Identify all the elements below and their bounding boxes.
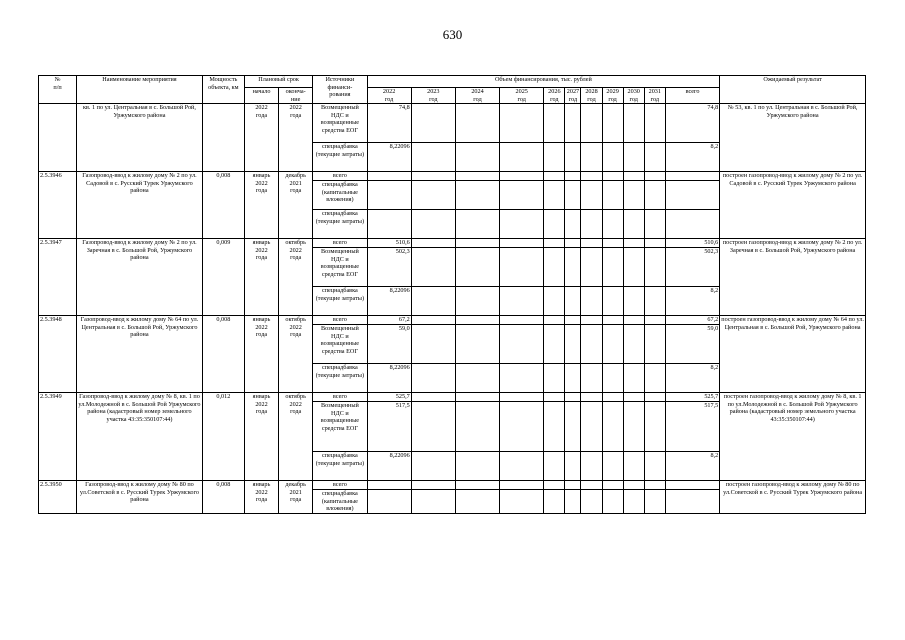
amount-total: 59,0	[665, 325, 719, 364]
amount-cell	[500, 210, 544, 239]
amount-cell	[544, 490, 565, 514]
amount-cell	[565, 143, 581, 172]
amount-cell	[644, 248, 665, 287]
amount-cell	[565, 248, 581, 287]
table-row	[39, 239, 866, 248]
item-name: Газопровод-ввод к жилому дому № 2 по ул. Заречная в с. Большой Рой, Уржумского района	[77, 239, 203, 316]
header-sources: Источники финанси- рования	[313, 76, 367, 104]
item-capacity: 0,012	[202, 393, 244, 481]
amount-cell	[581, 452, 602, 481]
amount-cell	[544, 143, 565, 172]
amount-cell	[623, 325, 644, 364]
amount-2022: 67,2	[367, 316, 411, 325]
amount-cell	[544, 181, 565, 210]
amount-cell	[581, 210, 602, 239]
amount-total	[665, 172, 719, 181]
amount-cell	[602, 143, 623, 172]
header-year: 2027 год	[566, 88, 580, 103]
amount-cell	[644, 325, 665, 364]
item-number: 2.5.3950	[39, 481, 77, 514]
amount-cell	[602, 364, 623, 393]
amount-cell	[544, 452, 565, 481]
amount-cell	[544, 402, 565, 452]
item-name: Газопровод-ввод к жилому дому № 8, кв. 1 по ул.Молодежной в с. Большой Рой Уржумского района (кадастровый номер земельного участка 43:35:350107:44)	[77, 393, 203, 481]
amount-cell	[644, 172, 665, 181]
amount-cell	[411, 490, 455, 514]
amount-cell	[581, 181, 602, 210]
header-funding: Объем финансирования, тыс. рублей	[367, 76, 720, 88]
amount-cell	[644, 316, 665, 325]
amount-cell	[565, 452, 581, 481]
amount-2022: 525,7	[367, 393, 411, 402]
amount-cell	[544, 316, 565, 325]
amount-cell	[500, 393, 544, 402]
expected-result: построен газопровод-ввод к жилому дому № 2 по ул. Садовой в с. Русский Турек Уржумского района	[720, 172, 866, 239]
amount-cell	[581, 239, 602, 248]
amount-2022	[367, 172, 411, 181]
amount-cell	[455, 172, 499, 181]
item-end: декабрь 2021 года	[279, 172, 313, 239]
amount-cell	[544, 210, 565, 239]
amount-cell	[644, 364, 665, 393]
item-start: январь 2022 года	[244, 393, 278, 481]
amount-cell	[544, 481, 565, 490]
amount-cell	[455, 364, 499, 393]
amount-cell	[623, 143, 644, 172]
amount-cell	[602, 181, 623, 210]
funding-source: Возмещенный НДС и возвращенные средства ЕОГ	[313, 104, 367, 143]
amount-total: 502,3	[665, 248, 719, 287]
amount-cell	[644, 143, 665, 172]
amount-total: 8,2	[665, 452, 719, 481]
amount-cell	[565, 393, 581, 402]
amount-2022	[367, 490, 411, 514]
funding-source: всего	[313, 481, 367, 490]
amount-cell	[455, 490, 499, 514]
amount-total	[665, 210, 719, 239]
amount-cell	[581, 287, 602, 316]
amount-cell	[411, 287, 455, 316]
amount-cell	[455, 248, 499, 287]
header-year: 2029 год	[602, 88, 623, 104]
amount-cell	[500, 316, 544, 325]
header-total: всего	[665, 88, 719, 104]
amount-cell	[455, 143, 499, 172]
amount-cell	[565, 287, 581, 316]
amount-total	[665, 181, 719, 210]
amount-cell	[602, 393, 623, 402]
funding-source: Возмещенный НДС и возвращенные средства ЕОГ	[313, 402, 367, 452]
amount-2022	[367, 481, 411, 490]
header-period: Плановый срок	[244, 76, 312, 88]
amount-cell	[544, 287, 565, 316]
amount-cell	[623, 402, 644, 452]
funding-source: всего	[313, 316, 367, 325]
amount-2022: 8,22096	[367, 452, 411, 481]
amount-total: 525,7	[665, 393, 719, 402]
amount-cell	[581, 143, 602, 172]
funding-source: всего	[313, 393, 367, 402]
amount-cell	[623, 287, 644, 316]
amount-cell	[623, 364, 644, 393]
amount-cell	[602, 287, 623, 316]
table-row	[39, 393, 866, 402]
expected-result: построен газопровод-ввод к жилому дому № 64 по ул. Центральная в с. Большой Рой, Уржумского района	[720, 316, 866, 393]
header-name: Наименование мероприятия	[77, 76, 203, 104]
amount-cell	[500, 481, 544, 490]
amount-cell	[644, 481, 665, 490]
amount-cell	[411, 104, 455, 143]
amount-cell	[623, 393, 644, 402]
header-start: начало	[244, 88, 278, 104]
amount-cell	[602, 452, 623, 481]
amount-cell	[565, 172, 581, 181]
funding-source: спецнадбавка (капитальные вложения)	[313, 181, 367, 210]
amount-cell	[565, 490, 581, 514]
header-row	[39, 76, 866, 88]
amount-cell	[644, 402, 665, 452]
amount-cell	[565, 210, 581, 239]
header-year: 2025 год	[500, 88, 544, 104]
amount-cell	[500, 287, 544, 316]
amount-cell	[581, 325, 602, 364]
amount-cell	[411, 172, 455, 181]
amount-cell	[602, 481, 623, 490]
amount-cell	[411, 248, 455, 287]
amount-cell	[544, 104, 565, 143]
table-row	[39, 172, 866, 181]
amount-cell	[411, 452, 455, 481]
amount-cell	[500, 364, 544, 393]
amount-cell	[455, 393, 499, 402]
amount-cell	[565, 481, 581, 490]
amount-cell	[411, 210, 455, 239]
item-name: Газопровод-ввод к жилому дому № 64 по ул. Центральная в с. Большой Рой, Уржумского района	[77, 316, 203, 393]
amount-cell	[500, 325, 544, 364]
funding-table	[38, 75, 866, 514]
funding-source: Возмещенный НДС и возвращенные средства ЕОГ	[313, 325, 367, 364]
funding-source: спецнадбавка (текущие затраты)	[313, 210, 367, 239]
amount-2022: 74,8	[367, 104, 411, 143]
amount-cell	[565, 316, 581, 325]
amount-cell	[411, 364, 455, 393]
funding-source: спецнадбавка (текущие затраты)	[313, 452, 367, 481]
amount-cell	[565, 325, 581, 364]
table-row	[39, 481, 866, 490]
amount-cell	[623, 239, 644, 248]
amount-2022: 8,22096	[367, 143, 411, 172]
amount-cell	[623, 481, 644, 490]
amount-cell	[623, 210, 644, 239]
amount-2022: 510,6	[367, 239, 411, 248]
amount-cell	[644, 452, 665, 481]
funding-source: спецнадбавка (текущие затраты)	[313, 143, 367, 172]
table-row	[39, 104, 866, 143]
header-capacity: Мощность объекта, км	[202, 76, 244, 104]
amount-cell	[581, 364, 602, 393]
amount-cell	[602, 316, 623, 325]
amount-total	[665, 490, 719, 514]
amount-cell	[500, 181, 544, 210]
amount-cell	[565, 181, 581, 210]
amount-cell	[602, 172, 623, 181]
amount-cell	[602, 402, 623, 452]
amount-cell	[411, 325, 455, 364]
amount-cell	[623, 181, 644, 210]
amount-cell	[565, 104, 581, 143]
amount-2022: 8,22096	[367, 287, 411, 316]
header-year: 2026 год	[544, 88, 565, 104]
amount-cell	[602, 210, 623, 239]
funding-source: спецнадбавка (текущие затраты)	[313, 364, 367, 393]
header-year: 2028 год	[581, 88, 602, 104]
expected-result: № 53, кв. 1 по ул. Центральная в с. Большой Рой, Уржумского района	[720, 104, 866, 172]
amount-cell	[644, 181, 665, 210]
amount-cell	[411, 316, 455, 325]
header-year: 2031 год	[644, 88, 665, 104]
amount-total: 8,2	[665, 143, 719, 172]
amount-cell	[581, 402, 602, 452]
table-row	[39, 316, 866, 325]
amount-cell	[644, 239, 665, 248]
item-capacity: 0,008	[202, 481, 244, 514]
amount-cell	[623, 316, 644, 325]
amount-cell	[411, 143, 455, 172]
item-name: Газопровод-ввод к жилому дому № 80 по ул.Советской в с. Русский Турек Уржумского района	[77, 481, 203, 514]
item-number: 2.5.3946	[39, 172, 77, 239]
funding-source: всего	[313, 172, 367, 181]
item-end: декабрь 2021 года	[279, 481, 313, 514]
item-start: январь 2022 года	[244, 481, 278, 514]
amount-cell	[644, 490, 665, 514]
amount-total: 510,6	[665, 239, 719, 248]
header-end: оконча- ние	[279, 88, 313, 104]
amount-cell	[581, 104, 602, 143]
amount-cell	[623, 490, 644, 514]
amount-cell	[623, 452, 644, 481]
expected-result: построен газопровод-ввод к жилому дому № 80 по ул.Советской в с. Русский Турек Уржумского района	[720, 481, 866, 514]
item-capacity	[202, 104, 244, 172]
amount-cell	[565, 239, 581, 248]
amount-total: 8,2	[665, 364, 719, 393]
amount-total: 74,8	[665, 104, 719, 143]
amount-cell	[565, 364, 581, 393]
amount-cell	[544, 393, 565, 402]
item-start: январь 2022 года	[244, 316, 278, 393]
amount-2022: 59,0	[367, 325, 411, 364]
amount-cell	[500, 402, 544, 452]
amount-cell	[602, 490, 623, 514]
header-year: 2023 год	[411, 88, 455, 104]
amount-cell	[623, 248, 644, 287]
amount-2022: 8,22096	[367, 364, 411, 393]
amount-cell	[500, 143, 544, 172]
amount-cell	[411, 402, 455, 452]
amount-cell	[581, 481, 602, 490]
amount-cell	[581, 490, 602, 514]
item-number	[39, 104, 77, 172]
amount-2022	[367, 181, 411, 210]
item-capacity: 0,009	[202, 239, 244, 316]
page-number: 630	[442, 27, 463, 42]
amount-2022: 502,3	[367, 248, 411, 287]
amount-total: 517,5	[665, 402, 719, 452]
amount-cell	[623, 172, 644, 181]
amount-cell	[544, 172, 565, 181]
header-year: 2024 год	[455, 88, 499, 104]
funding-source: всего	[313, 239, 367, 248]
item-end: октябрь 2022 года	[279, 239, 313, 316]
amount-cell	[500, 172, 544, 181]
amount-cell	[455, 402, 499, 452]
funding-source: спецнадбавка (текущие затраты)	[313, 287, 367, 316]
amount-cell	[411, 481, 455, 490]
amount-cell	[602, 239, 623, 248]
amount-cell	[500, 248, 544, 287]
amount-cell	[544, 248, 565, 287]
amount-cell	[455, 452, 499, 481]
amount-cell	[602, 248, 623, 287]
amount-2022	[367, 210, 411, 239]
amount-cell	[644, 104, 665, 143]
amount-cell	[455, 481, 499, 490]
item-capacity: 0,008	[202, 172, 244, 239]
amount-cell	[544, 364, 565, 393]
item-name: кв. 1 по ул. Центральная в с. Большой Рой, Уржумского района	[77, 104, 203, 172]
funding-source: спецнадбавка (капитальные вложения)	[313, 490, 367, 514]
amount-total: 8,2	[665, 287, 719, 316]
amount-cell	[500, 452, 544, 481]
amount-cell	[500, 490, 544, 514]
amount-cell	[455, 316, 499, 325]
item-number: 2.5.3948	[39, 316, 77, 393]
amount-cell	[602, 325, 623, 364]
amount-cell	[644, 393, 665, 402]
header-year: 2030 год	[623, 88, 644, 104]
item-capacity: 0,008	[202, 316, 244, 393]
item-end: октябрь 2022 года	[279, 316, 313, 393]
amount-cell	[644, 210, 665, 239]
amount-cell	[455, 210, 499, 239]
header-year: 2022 год	[367, 88, 411, 104]
expected-result: построен газопровод-ввод к жилому дому № 2 по ул. Заречная в с. Большой Рой, Уржумского района	[720, 239, 866, 316]
amount-cell	[623, 104, 644, 143]
amount-cell	[602, 104, 623, 143]
amount-cell	[565, 402, 581, 452]
amount-total: 67,2	[665, 316, 719, 325]
item-name: Газопровод-ввод к жилому дому № 2 по ул. Садовой в с. Русский Турек Уржумского района	[77, 172, 203, 239]
item-start: январь 2022 года	[244, 239, 278, 316]
item-number: 2.5.3947	[39, 239, 77, 316]
amount-cell	[544, 239, 565, 248]
amount-cell	[500, 239, 544, 248]
amount-cell	[544, 325, 565, 364]
amount-cell	[581, 316, 602, 325]
item-end: октябрь 2022 года	[279, 393, 313, 481]
amount-cell	[581, 248, 602, 287]
amount-cell	[411, 393, 455, 402]
item-end: 2022 года	[279, 104, 313, 172]
amount-cell	[455, 287, 499, 316]
amount-cell	[411, 181, 455, 210]
amount-cell	[644, 287, 665, 316]
amount-cell	[455, 325, 499, 364]
amount-cell	[411, 239, 455, 248]
item-number: 2.5.3949	[39, 393, 77, 481]
funding-source: Возмещенный НДС и возвращенные средства ЕОГ	[313, 248, 367, 287]
item-start: 2022 года	[244, 104, 278, 172]
amount-cell	[500, 104, 544, 143]
amount-cell	[581, 393, 602, 402]
amount-total	[665, 481, 719, 490]
amount-cell	[455, 239, 499, 248]
item-start: январь 2022 года	[244, 172, 278, 239]
amount-2022: 517,5	[367, 402, 411, 452]
header-num: № п/п	[39, 76, 77, 104]
amount-cell	[581, 172, 602, 181]
header-result: Ожидаемый результат	[720, 76, 866, 104]
amount-cell	[455, 104, 499, 143]
expected-result: построен газопровод-ввод к жилому дому № 8, кв. 1 по ул.Молодежной в с. Большой Рой Уржумского района (кадастровый номер земельного участка 43:35:350107:44)	[720, 393, 866, 481]
amount-cell	[455, 181, 499, 210]
